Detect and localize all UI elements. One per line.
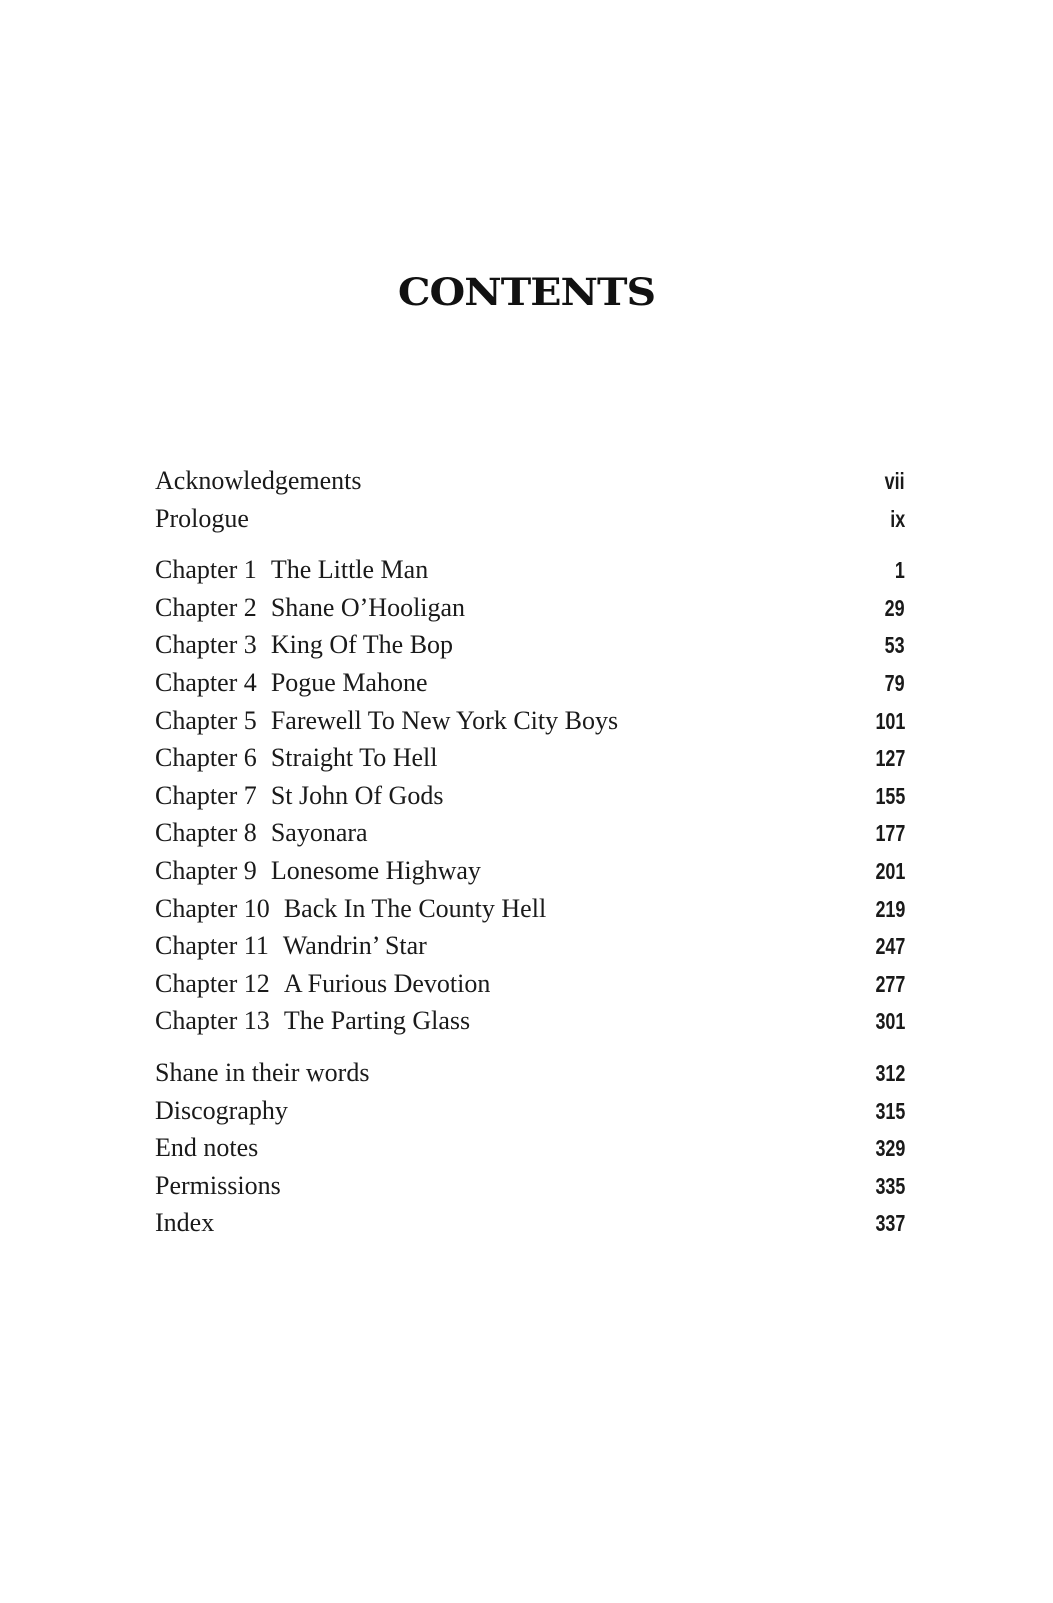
- chapter-title: Shane O’Hooligan: [270, 592, 466, 622]
- page-number: 29: [885, 594, 905, 621]
- chapter-number: Chapter 13: [155, 1006, 270, 1036]
- chapter-entry: [155, 664, 905, 702]
- chapter-entry: [155, 626, 905, 664]
- page-number: 329: [875, 1135, 905, 1162]
- page-number: 53: [885, 632, 905, 659]
- chapter-number: Chapter 9: [155, 855, 257, 885]
- toc-entry: [155, 1054, 905, 1092]
- back-matter-list: [155, 1054, 905, 1242]
- chapter-entry: [155, 777, 905, 815]
- entry-label: Discography: [155, 1095, 288, 1125]
- chapter-number: Chapter 11: [155, 931, 269, 961]
- entry-label: Shane in their words: [155, 1057, 370, 1087]
- chapter-entry: [155, 814, 905, 852]
- entry-label: Acknowledgements: [155, 466, 362, 495]
- chapter-title: King Of The Bop: [270, 630, 454, 660]
- page-number: 337: [875, 1210, 905, 1237]
- entry-label: Permissions: [155, 1170, 281, 1200]
- page-number: 277: [875, 970, 905, 997]
- chapter-number: Chapter 1: [155, 555, 257, 585]
- chapter-number: Chapter 2: [155, 592, 257, 622]
- chapter-number: Chapter 5: [155, 705, 257, 735]
- chapter-title: Back In The County Hell: [283, 893, 547, 923]
- page-number: 219: [875, 895, 905, 922]
- entry-label: Index: [155, 1208, 215, 1238]
- page-number: 201: [875, 857, 905, 884]
- chapter-number: Chapter 3: [155, 630, 257, 660]
- chapter-entry: [155, 852, 905, 890]
- entry-label: End notes: [155, 1133, 259, 1163]
- page-number: ix: [890, 505, 905, 532]
- chapter-number: Chapter 12: [155, 968, 270, 998]
- page-number: 312: [875, 1059, 905, 1086]
- chapter-number: Chapter 8: [155, 818, 257, 848]
- table-of-contents: [155, 462, 905, 1242]
- chapter-entry: [155, 702, 905, 740]
- toc-entry: [155, 1092, 905, 1130]
- toc-entry: [155, 1204, 905, 1242]
- page-number: 127: [875, 745, 905, 772]
- chapter-number: Chapter 6: [155, 743, 257, 773]
- page-number: 247: [875, 933, 905, 960]
- chapter-title: Straight To Hell: [270, 743, 438, 773]
- chapter-title: A Furious Devotion: [283, 968, 491, 998]
- page-number: 1: [895, 557, 905, 584]
- page-number: 335: [875, 1172, 905, 1199]
- toc-entry: [155, 500, 905, 538]
- chapter-title: Farewell To New York City Boys: [270, 705, 619, 735]
- chapter-entry: [155, 890, 905, 928]
- chapter-entry: [155, 1002, 905, 1040]
- front-matter-list: [155, 462, 905, 537]
- chapter-entry: [155, 965, 905, 1003]
- chapter-number: Chapter 7: [155, 780, 257, 810]
- page-number: 155: [875, 782, 905, 809]
- chapter-title: Lonesome Highway: [270, 855, 481, 885]
- chapter-entry: [155, 739, 905, 777]
- toc-entry: [155, 462, 905, 500]
- entry-label: Prologue: [155, 503, 249, 533]
- chapter-title: Sayonara: [270, 818, 368, 848]
- chapter-title: Wandrin’ Star: [282, 931, 427, 961]
- page-number: 101: [875, 707, 905, 734]
- page-number: vii: [885, 468, 905, 494]
- chapter-entry: [155, 589, 905, 627]
- page-title: CONTENTS: [397, 269, 656, 315]
- page-number: 301: [875, 1008, 905, 1035]
- page-number: 177: [875, 820, 905, 847]
- chapter-entry: [155, 927, 905, 965]
- page-number: 315: [875, 1097, 905, 1124]
- chapter-title: The Little Man: [270, 555, 429, 585]
- chapter-entry: [155, 551, 905, 589]
- chapter-title: The Parting Glass: [283, 1006, 471, 1036]
- chapter-number: Chapter 4: [155, 667, 257, 697]
- chapter-number: Chapter 10: [155, 893, 270, 923]
- chapter-title: St John Of Gods: [270, 780, 444, 810]
- page-number: 79: [885, 669, 905, 696]
- toc-entry: [155, 1129, 905, 1167]
- toc-entry: [155, 1167, 905, 1205]
- chapter-title: Pogue Mahone: [270, 667, 428, 697]
- chapter-list: [155, 551, 905, 1040]
